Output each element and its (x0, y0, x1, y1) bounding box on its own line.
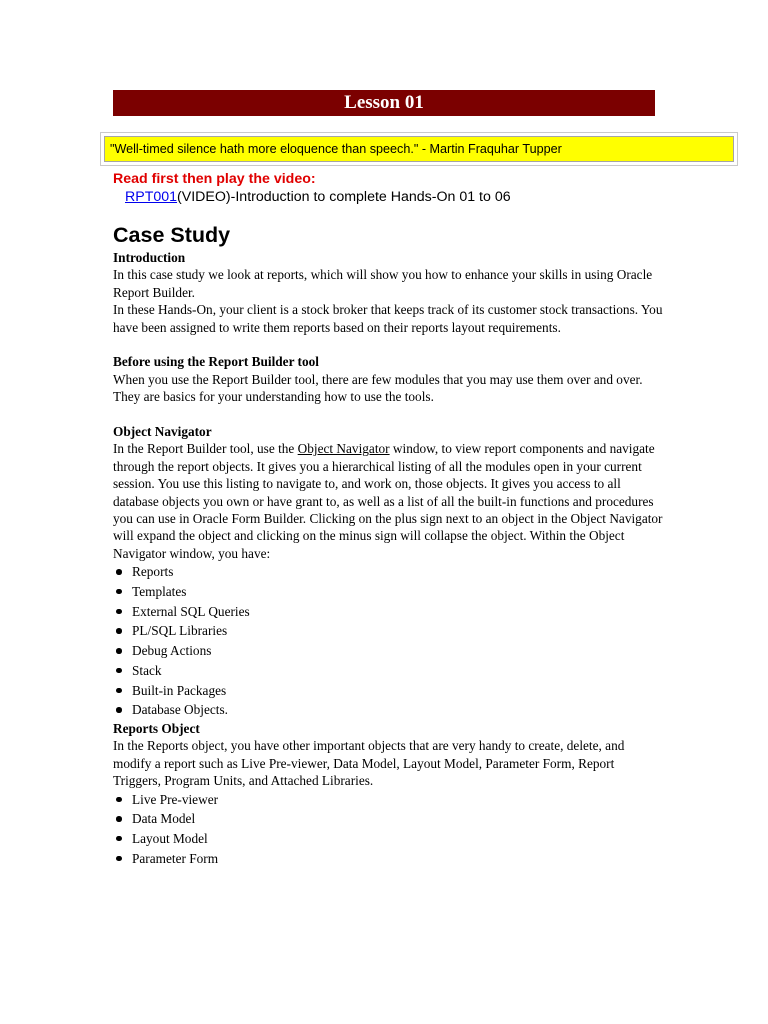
object-navigator-paragraph (113, 440, 663, 562)
spacer (113, 406, 663, 423)
object-navigator-list (113, 562, 663, 720)
object-navigator-text-after: window, to view report components and navigate through the report objects. It gives you a hierarchical listing of all the modules open in your current session. You use this listing to navigate to, and work on, those objects. It gives you access to all database objects you own or have grant to, as well as a list of all the built-in functions and procedures you can use in Oracle Form Builder. Clicking on the plus sign next to an object in the Object Navigator will expand the object and clicking on the minus sign will collapse the object. Within the Object Navigator window, you have: (113, 441, 663, 561)
document-page (110, 90, 663, 866)
object-navigator-heading: Object Navigator (113, 424, 212, 440)
before-using-heading: Before using the Report Builder tool (113, 354, 319, 370)
video-line (125, 188, 511, 206)
object-navigator-text-before: In the Report Builder tool, use the (113, 441, 298, 457)
list-item: Layout Model (132, 829, 663, 849)
reports-object-heading: Reports Object (113, 720, 200, 736)
list-item: Parameter Form (132, 849, 663, 869)
quote-box (100, 132, 738, 166)
list-item: External SQL Queries (132, 602, 663, 622)
list-item: Reports (132, 562, 663, 582)
list-item: Built-in Packages (132, 681, 663, 701)
lesson-title-banner: Lesson 01 (113, 90, 655, 116)
reports-object-list (113, 790, 663, 869)
introduction-paragraph-1: In this case study we look at reports, which will show you how to enhance your skills in using Oracle Report Builder. (113, 267, 653, 300)
video-description: (VIDEO)-Introduction to complete Hands-On 01 to 06 (177, 189, 511, 205)
document-body (113, 249, 663, 868)
introduction-heading: Introduction (113, 250, 186, 265)
object-navigator-link[interactable]: Object Navigator (297, 441, 390, 457)
spacer (113, 336, 663, 353)
video-link[interactable]: RPT001 (125, 189, 178, 205)
list-item: Stack (132, 661, 663, 681)
list-item: Debug Actions (132, 641, 663, 661)
list-item: PL/SQL Libraries (132, 621, 663, 641)
before-using-paragraph: When you use the Report Builder tool, there are few modules that you may use them over and over. They are basics for your understanding how to use the tools. (113, 371, 643, 405)
introduction-paragraph-2: In these Hands-On, your client is a stock broker that keeps track of its customer stock transactions. You have been assigned to write them reports based on their reports layout requirements. (113, 302, 663, 335)
list-item: Database Objects. (132, 700, 663, 720)
list-item: Templates (132, 582, 663, 602)
video-instruction: Read first then play the video: (113, 171, 316, 187)
case-study-title: Case Study (113, 223, 231, 247)
list-item: Data Model (132, 809, 663, 829)
quote-text: "Well-timed silence hath more eloquence than speech." - Martin Fraquhar Tupper (104, 136, 734, 162)
list-item: Live Pre-viewer (132, 790, 663, 810)
reports-object-paragraph: In the Reports object, you have other important objects that are very handy to create, delete, and modify a report such as Live Pre-viewer, Data Model, Layout Model, Parameter Form, Report Triggers, Program Units, and Attached Libraries. (113, 738, 625, 789)
